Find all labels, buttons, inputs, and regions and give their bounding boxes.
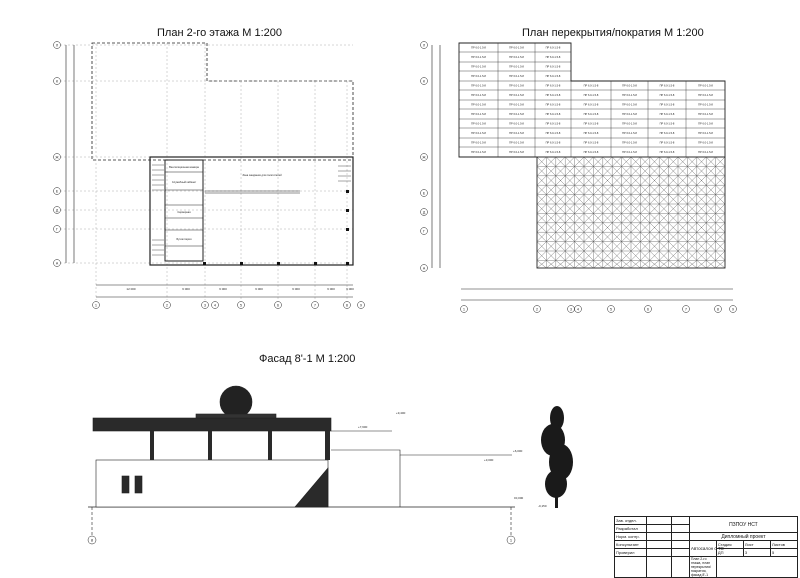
slab-label: ПР 6.0-1.5-8 [698, 141, 713, 145]
slab-label: ПР 6.0-1.5-8 [471, 103, 486, 107]
role-2: Норм. контр. [615, 533, 647, 541]
roofplan-title: План перекрытия/пократия М 1:200 [522, 27, 704, 39]
slab-label: ПР 6.0-1.5-8 [471, 56, 486, 59]
svg-text:6 000: 6 000 [255, 287, 263, 291]
slab-label: ПР 6.0-1.5-8 [698, 151, 713, 154]
svg-text:3: 3 [204, 303, 206, 308]
slab-label: ПР 6.0-1.5-8 [659, 132, 675, 135]
svg-text:К: К [422, 79, 426, 84]
slab-label: ПР 6.0-1.5-8 [471, 46, 486, 50]
slab-label: ПР 6.0-1.5-8 [545, 151, 561, 154]
sheets-value: 5 [770, 549, 797, 557]
slab-label: ПР 6.0-1.5-8 [509, 132, 524, 135]
slab-label: ПР 6.0-1.5-8 [622, 94, 637, 97]
slab-label: ПР 6.0-1.5-8 [583, 132, 599, 135]
svg-text:8: 8 [346, 303, 348, 308]
role-4: Проверил [615, 549, 647, 557]
svg-text:3: 3 [570, 307, 572, 312]
sheets-label: Листов [770, 541, 797, 549]
slab-label: ПР 6.0-1.5-8 [583, 94, 599, 97]
svg-text:Л: Л [55, 43, 59, 48]
role-1: Разработал [615, 525, 647, 533]
svg-text:1: 1 [509, 537, 513, 543]
svg-text:8: 8 [717, 307, 719, 312]
svg-text:6: 6 [277, 303, 279, 308]
org-name: ПЗПОУ НСТ [689, 517, 797, 533]
svg-text:-0,150: -0,150 [538, 504, 547, 508]
svg-text:К: К [55, 79, 59, 84]
facade-drawing [88, 386, 515, 535]
title-block [614, 516, 798, 577]
slab-label: ПР 6.0-1.5-8 [545, 122, 561, 126]
svg-text:Служебный кабинет: Служебный кабинет [171, 181, 197, 184]
facade-title: Фасад 8'-1 М 1:200 [259, 353, 356, 365]
slab-label: ПР 6.0-1.5-8 [698, 122, 713, 126]
svg-text:1: 1 [463, 307, 465, 312]
svg-text:6 000: 6 000 [182, 287, 190, 291]
svg-text:6 000: 6 000 [346, 287, 354, 291]
slab-label: ПР 6.0-1.5-8 [545, 56, 561, 59]
sheet-value: 3 [743, 549, 770, 557]
sheet-label: Лист [743, 541, 770, 549]
slab-label: ПР 6.0-1.5-8 [583, 113, 599, 116]
slab-label: ПР 6.0-1.5-8 [622, 141, 637, 145]
slab-label: ПР 6.0-1.5-8 [471, 75, 486, 78]
slab-label: ПР 6.0-1.5-8 [509, 75, 524, 78]
svg-text:6 000: 6 000 [292, 287, 300, 291]
svg-text:±0,000: ±0,000 [514, 496, 524, 500]
slab-label: ПР 6.0-1.5-8 [509, 65, 524, 69]
slab-label: ПР 6.0-1.5-8 [545, 103, 561, 107]
slab-label: ПР 6.0-1.5-8 [471, 122, 486, 126]
svg-text:А: А [422, 266, 426, 271]
slab-label: ПР 6.0-1.5-8 [545, 113, 561, 116]
svg-text:Е: Е [422, 191, 426, 196]
slab-label: ПР 6.0-1.5-8 [509, 151, 524, 154]
tree [541, 406, 573, 508]
slab-label: ПР 6.0-1.5-8 [545, 132, 561, 135]
svg-text:Д: Д [422, 210, 426, 215]
svg-text:7: 7 [685, 307, 687, 312]
slab-label: ПР 6.0-1.5-8 [545, 94, 561, 97]
slab-label: ПР 6.0-1.5-8 [698, 113, 713, 116]
svg-text:2: 2 [536, 307, 538, 312]
facade-axis-labels [91, 538, 513, 543]
slab-label: ПР 6.0-1.5-8 [659, 84, 675, 88]
slab-label: ПР 6.0-1.5-8 [471, 132, 486, 135]
svg-text:Л: Л [422, 43, 426, 48]
svg-text:Ж: Ж [55, 155, 59, 160]
slab-label: ПР 6.0-1.5-8 [583, 141, 599, 145]
sheet-title: План 2-го этажа, план перекрытия/пократия, фасад 8'-1 [689, 557, 716, 578]
svg-text:9: 9 [360, 303, 362, 308]
svg-text:+3,000: +3,000 [484, 458, 494, 462]
slab-label: ПР 6.0-1.5-8 [583, 151, 599, 154]
svg-text:4: 4 [577, 307, 579, 312]
slab-label: ПР 6.0-1.5-8 [545, 65, 561, 69]
slab-label: ПР 6.0-1.5-8 [659, 141, 675, 145]
svg-text:5: 5 [240, 303, 242, 308]
slab-label: ПР 6.0-1.5-8 [509, 141, 524, 145]
slab-label: ПР 6.0-1.5-8 [471, 151, 486, 154]
svg-text:А: А [55, 261, 59, 266]
work-type: Дипломный проект [689, 533, 797, 541]
slab-label: ПР 6.0-1.5-8 [509, 103, 524, 107]
slab-label: ПР 6.0-1.5-8 [509, 84, 524, 88]
slab-label: ПР 6.0-1.5-8 [583, 84, 599, 88]
svg-text:Г: Г [423, 229, 425, 234]
slab-label: ПР 6.0-1.5-8 [471, 65, 486, 69]
slab-label: ПР 6.0-1.5-8 [698, 132, 713, 135]
svg-text:Зона ожидания для посетителей: Зона ожидания для посетителей [242, 174, 282, 177]
svg-text:+9,400: +9,400 [396, 411, 406, 415]
svg-text:6 000: 6 000 [219, 287, 227, 291]
slab-label: ПР 6.0-1.5-8 [698, 94, 713, 97]
svg-text:Вентиляционная камера: Вентиляционная камера [169, 166, 199, 169]
role-0: Зав. отдел. [615, 517, 647, 525]
svg-text:1: 1 [95, 303, 97, 308]
slab-label: ПР 6.0-1.5-8 [545, 75, 561, 78]
svg-text:5: 5 [610, 307, 612, 312]
slab-label: ПР 6.0-1.5-8 [471, 141, 486, 145]
plan2-title: План 2-го этажа М 1:200 [157, 27, 282, 39]
slab-label: ПР 6.0-1.5-8 [471, 84, 486, 88]
slab-label: ПР 6.0-1.5-8 [659, 103, 675, 107]
svg-text:Серверная: Серверная [177, 211, 191, 214]
slab-label: ПР 6.0-1.5-8 [509, 56, 524, 59]
slab-label: ПР 6.0-1.5-8 [659, 151, 675, 154]
slab-label: ПР 6.0-1.5-8 [622, 132, 637, 135]
svg-text:6: 6 [647, 307, 649, 312]
svg-text:9: 9 [732, 307, 734, 312]
slab-label: ПР 6.0-1.5-8 [659, 94, 675, 97]
slab-label: ПР 6.0-1.5-8 [622, 151, 637, 154]
svg-text:Ж: Ж [422, 155, 426, 160]
svg-text:Е: Е [55, 189, 59, 194]
svg-text:8: 8 [90, 537, 94, 543]
svg-text:6 000: 6 000 [327, 287, 335, 291]
object-name: Автосалон с ТО [689, 541, 716, 557]
slab-label: ПР 6.0-1.5-8 [509, 113, 524, 116]
slab-label: ПР 6.0-1.5-8 [583, 103, 599, 107]
slab-label: ПР 6.0-1.5-8 [545, 141, 561, 145]
slab-label: ПР 6.0-1.5-8 [583, 122, 599, 126]
slab-label: ПР 6.0-1.5-8 [622, 103, 637, 107]
facade-axis-bubbles [88, 536, 515, 544]
slab-label: ПР 6.0-1.5-8 [622, 113, 637, 116]
stage-label: Стадия [716, 541, 743, 549]
svg-text:12 000: 12 000 [126, 287, 136, 291]
svg-text:Г: Г [56, 227, 58, 232]
slab-label: ПР 6.0-1.5-8 [659, 122, 675, 126]
facade-level-marks [358, 411, 547, 508]
slab-label: ПР 6.0-1.5-8 [545, 46, 561, 50]
svg-text:Д: Д [55, 208, 59, 213]
slab-label: ПР 6.0-1.5-8 [659, 113, 675, 116]
slab-label: ПР 6.0-1.5-8 [471, 113, 486, 116]
svg-text:Бухгалтерия: Бухгалтерия [176, 238, 192, 241]
slab-label: ПР 6.0-1.5-8 [622, 122, 637, 126]
slab-label: ПР 6.0-1.5-8 [698, 84, 713, 88]
slab-label: ПР 6.0-1.5-8 [509, 46, 524, 50]
svg-text:+6,000: +6,000 [513, 449, 523, 453]
stage-value: ДП [716, 549, 743, 557]
svg-text:4: 4 [214, 303, 216, 308]
slab-label: ПР 6.0-1.5-8 [509, 94, 524, 97]
svg-text:2: 2 [166, 303, 168, 308]
slab-label: ПР 6.0-1.5-8 [698, 103, 713, 107]
slab-label: ПР 6.0-1.5-8 [471, 94, 486, 97]
slab-label: ПР 6.0-1.5-8 [622, 84, 637, 88]
svg-text:7: 7 [314, 303, 316, 308]
slab-label: ПР 6.0-1.5-8 [509, 122, 524, 126]
slab-label: ПР 6.0-1.5-8 [545, 84, 561, 88]
svg-text:+7,600: +7,600 [358, 425, 368, 429]
role-3: Консультант [615, 541, 647, 549]
